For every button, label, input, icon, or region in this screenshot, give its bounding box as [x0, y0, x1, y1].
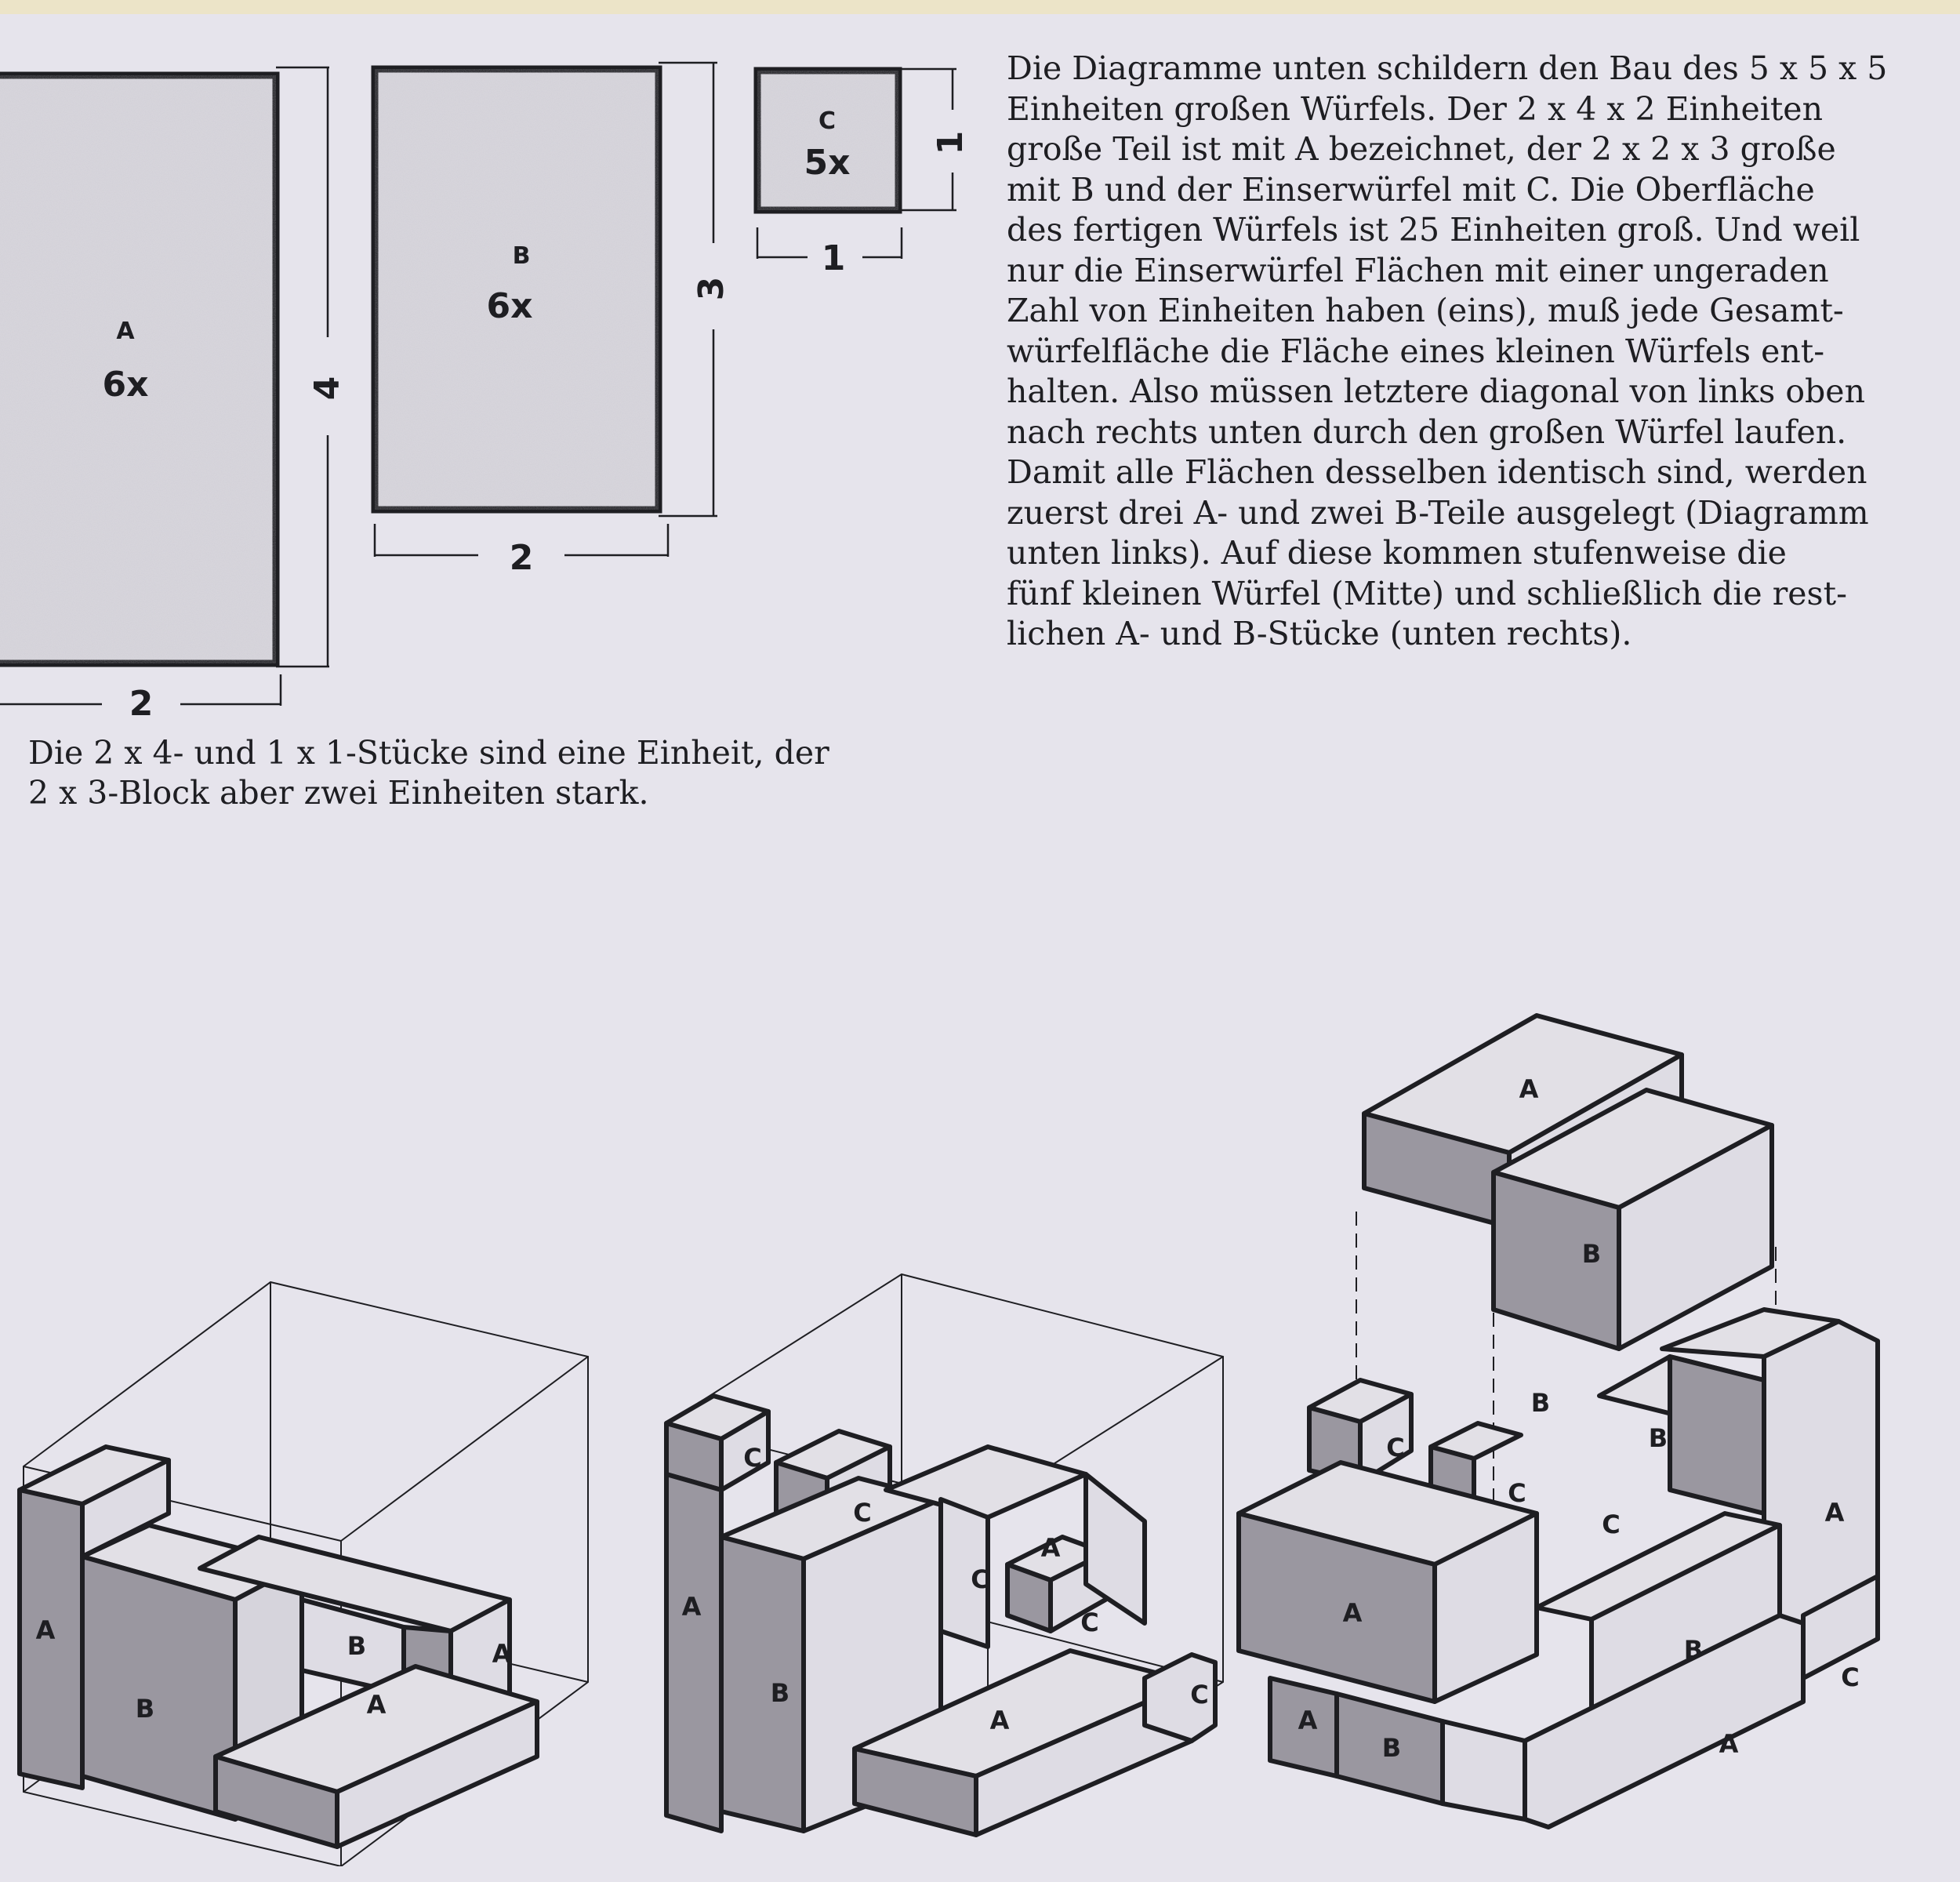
diagram-label: A: [492, 1639, 512, 1669]
diagram-label: C: [1386, 1433, 1405, 1462]
diagram-label: B: [1683, 1635, 1704, 1665]
piece-b: [375, 63, 717, 557]
diagram-label: C: [1508, 1478, 1526, 1508]
diagram-label: B: [1381, 1733, 1402, 1763]
caption-line: Die 2 x 4- und 1 x 1-Stücke sind eine Einheit, der: [28, 734, 829, 772]
diagram-label: A: [35, 1615, 56, 1645]
diagram-label: C: [853, 1498, 872, 1528]
pieces-diagram: [0, 0, 988, 721]
piece-c-letter: C: [818, 107, 837, 135]
diagram-label: B: [770, 1678, 790, 1708]
assembly-step-2: [651, 1255, 1262, 1866]
diagram-label: C: [1841, 1662, 1860, 1692]
paragraph-line: Einheiten großen Würfels. Der 2 x 4 x 2 Einheiten: [1007, 89, 1823, 128]
paragraph-line: unten links). Auf diese kommen stufenweise die: [1007, 534, 1787, 572]
diagram-label: B: [135, 1694, 155, 1724]
piece-b-height: 3: [691, 276, 731, 301]
piece-a-height: 4: [307, 376, 347, 401]
diagram-label: C: [971, 1564, 989, 1594]
paragraph-line: lichen A- und B-Stücke (unten rechts).: [1007, 615, 1632, 652]
diagram-label: A: [1342, 1598, 1363, 1628]
paragraph-line: Zahl von Einheiten haben (eins), muß jede Gesamt-: [1007, 292, 1844, 329]
assembly-step-3: [1223, 1012, 1889, 1858]
piece-a: [0, 67, 329, 706]
piece-c-count: 5x: [804, 143, 851, 183]
paragraph-line: nur die Einserwürfel Flächen mit einer ungeraden: [1007, 251, 1829, 289]
diagram-label: B: [347, 1631, 367, 1661]
diagram-label: C: [1602, 1510, 1621, 1539]
piece-b-letter: B: [512, 242, 531, 270]
paragraph-line: zuerst drei A- und zwei B-Teile ausgelegt (Diagramm: [1007, 493, 1869, 532]
paragraph-line: des fertigen Würfels ist 25 Einheiten groß. Und weil: [1007, 211, 1860, 249]
assembly-step-1: [0, 1255, 612, 1866]
piece-c: [757, 69, 956, 259]
diagram-label: A: [1040, 1533, 1061, 1563]
diagram-label: A: [1519, 1074, 1539, 1104]
paragraph-line: nach rechts unten durch den großen Würfel laufen.: [1007, 412, 1847, 451]
diagram-label: C: [1190, 1680, 1209, 1709]
paragraph-line: mit B und der Einserwürfel mit C. Die Oberfläche: [1007, 170, 1815, 209]
paragraph-line: Damit alle Flächen desselben identisch sind, werden: [1007, 453, 1867, 491]
diagram-label: A: [989, 1706, 1010, 1735]
diagram-label: A: [1719, 1729, 1739, 1759]
paragraph-line: würfelfläche die Fläche eines kleinen Würfels ent-: [1007, 332, 1825, 370]
paragraph-line: halten. Also müssen letztere diagonal von links oben: [1007, 372, 1865, 410]
paragraph-line: große Teil ist mit A bezeichnet, der 2 x 2 x 3 große: [1007, 130, 1836, 168]
diagram-label: A: [681, 1592, 702, 1622]
diagram-label: A: [1298, 1706, 1318, 1735]
paragraph-line: fünf kleinen Würfel (Mitte) und schließlich die rest-: [1007, 574, 1847, 612]
piece-c-height: 1: [931, 130, 971, 155]
diagram-label: B: [1530, 1388, 1551, 1418]
pieces-caption: [28, 733, 829, 813]
diagram-label: A: [1824, 1498, 1845, 1528]
description-paragraph: [1007, 49, 1947, 655]
piece-b-width: 2: [509, 538, 534, 578]
piece-c-width: 1: [821, 238, 846, 278]
diagram-label: B: [1581, 1239, 1602, 1269]
piece-a-count: 6x: [102, 365, 149, 405]
paragraph-line: Die Diagramme unten schildern den Bau des 5 x 5 x 5: [1007, 49, 1888, 87]
piece-b-count: 6x: [486, 286, 533, 326]
caption-line: 2 x 3-Block aber zwei Einheiten stark.: [28, 774, 649, 812]
diagram-label: C: [743, 1443, 762, 1473]
diagram-label: B: [1648, 1423, 1668, 1453]
diagram-label: C: [1080, 1608, 1099, 1637]
piece-a-width: 2: [129, 684, 154, 721]
piece-a-letter: A: [116, 318, 135, 345]
diagram-label: A: [366, 1690, 387, 1720]
